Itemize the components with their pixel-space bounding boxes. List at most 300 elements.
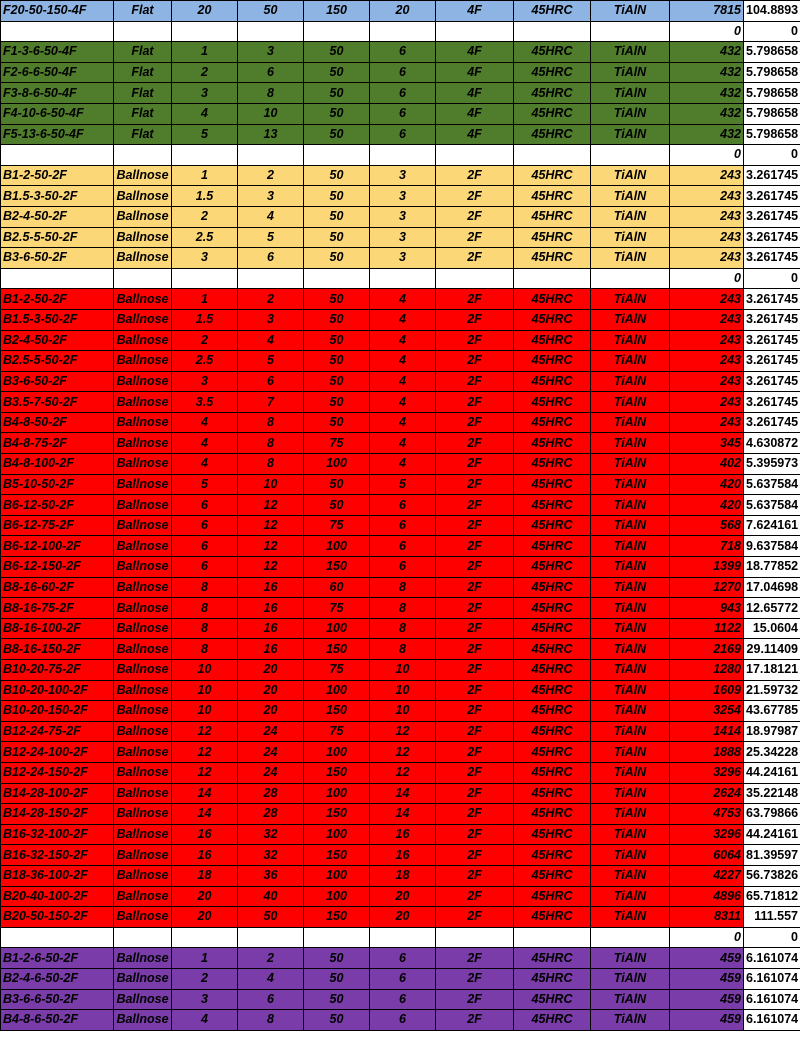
price-cell[interactable]: 243 [670, 371, 744, 392]
diameter-cell[interactable]: 8 [172, 618, 238, 639]
flutes-cell[interactable]: 2F [436, 701, 514, 722]
flutes-cell[interactable]: 2F [436, 762, 514, 783]
overall-length-cell[interactable]: 50 [304, 989, 370, 1010]
flute-length-cell[interactable]: 24 [238, 762, 304, 783]
hardness-cell[interactable]: 45HRC [514, 598, 591, 619]
price-cell[interactable]: 7815 [670, 1, 744, 22]
tool-code-cell[interactable]: B12-24-150-2F [1, 762, 114, 783]
tool-code-cell[interactable]: B2-4-6-50-2F [1, 968, 114, 989]
flute-length-cell[interactable]: 13 [238, 124, 304, 145]
value-cell[interactable]: 5.798658 [744, 103, 800, 124]
hardness-cell[interactable]: 45HRC [514, 1010, 591, 1031]
hardness-cell[interactable]: 45HRC [514, 948, 591, 969]
price-cell[interactable]: 243 [670, 165, 744, 186]
diameter-cell[interactable]: 12 [172, 742, 238, 763]
value-cell[interactable]: 5.798658 [744, 124, 800, 145]
coating-cell[interactable]: TiAlN [591, 186, 670, 207]
tool-code-cell[interactable]: B3-6-6-50-2F [1, 989, 114, 1010]
tool-code-cell[interactable] [1, 145, 114, 166]
flutes-cell[interactable]: 2F [436, 412, 514, 433]
overall-length-cell[interactable]: 150 [304, 639, 370, 660]
diameter-cell[interactable]: 3 [172, 371, 238, 392]
shank-cell[interactable]: 6 [370, 515, 436, 536]
shank-cell[interactable]: 8 [370, 639, 436, 660]
tool-code-cell[interactable]: B6-12-50-2F [1, 495, 114, 516]
price-cell[interactable]: 8311 [670, 907, 744, 928]
type-cell[interactable] [114, 145, 172, 166]
tool-code-cell[interactable]: B12-24-100-2F [1, 742, 114, 763]
shank-cell[interactable]: 10 [370, 701, 436, 722]
hardness-cell[interactable]: 45HRC [514, 248, 591, 269]
coating-cell[interactable] [591, 145, 670, 166]
coating-cell[interactable]: TiAlN [591, 495, 670, 516]
tool-code-cell[interactable]: B12-24-75-2F [1, 721, 114, 742]
diameter-cell[interactable]: 10 [172, 680, 238, 701]
hardness-cell[interactable]: 45HRC [514, 351, 591, 372]
diameter-cell[interactable] [172, 927, 238, 948]
coating-cell[interactable]: TiAlN [591, 454, 670, 475]
overall-length-cell[interactable] [304, 268, 370, 289]
flutes-cell[interactable]: 2F [436, 639, 514, 660]
price-cell[interactable]: 1609 [670, 680, 744, 701]
diameter-cell[interactable]: 3 [172, 248, 238, 269]
hardness-cell[interactable]: 45HRC [514, 783, 591, 804]
price-cell[interactable]: 0 [670, 268, 744, 289]
shank-cell[interactable]: 6 [370, 83, 436, 104]
shank-cell[interactable] [370, 268, 436, 289]
diameter-cell[interactable]: 8 [172, 577, 238, 598]
flutes-cell[interactable]: 2F [436, 186, 514, 207]
flutes-cell[interactable] [436, 268, 514, 289]
flutes-cell[interactable]: 4F [436, 1, 514, 22]
overall-length-cell[interactable]: 100 [304, 886, 370, 907]
type-cell[interactable]: Ballnose [114, 721, 172, 742]
hardness-cell[interactable]: 45HRC [514, 968, 591, 989]
flute-length-cell[interactable] [238, 21, 304, 42]
price-cell[interactable]: 1280 [670, 660, 744, 681]
hardness-cell[interactable]: 45HRC [514, 989, 591, 1010]
price-cell[interactable]: 3296 [670, 762, 744, 783]
type-cell[interactable]: Ballnose [114, 968, 172, 989]
coating-cell[interactable]: TiAlN [591, 989, 670, 1010]
flutes-cell[interactable] [436, 145, 514, 166]
flute-length-cell[interactable]: 5 [238, 227, 304, 248]
tool-code-cell[interactable]: B2-4-50-2F [1, 330, 114, 351]
price-cell[interactable]: 568 [670, 515, 744, 536]
price-cell[interactable]: 420 [670, 495, 744, 516]
flutes-cell[interactable]: 2F [436, 454, 514, 475]
hardness-cell[interactable]: 45HRC [514, 62, 591, 83]
shank-cell[interactable]: 4 [370, 351, 436, 372]
shank-cell[interactable]: 6 [370, 968, 436, 989]
price-cell[interactable]: 432 [670, 62, 744, 83]
overall-length-cell[interactable]: 50 [304, 227, 370, 248]
shank-cell[interactable]: 4 [370, 371, 436, 392]
diameter-cell[interactable] [172, 145, 238, 166]
flute-length-cell[interactable]: 36 [238, 865, 304, 886]
coating-cell[interactable]: TiAlN [591, 845, 670, 866]
overall-length-cell[interactable]: 50 [304, 948, 370, 969]
hardness-cell[interactable] [514, 21, 591, 42]
overall-length-cell[interactable]: 50 [304, 1010, 370, 1031]
shank-cell[interactable] [370, 927, 436, 948]
hardness-cell[interactable]: 45HRC [514, 1, 591, 22]
diameter-cell[interactable]: 1.5 [172, 309, 238, 330]
coating-cell[interactable]: TiAlN [591, 886, 670, 907]
flutes-cell[interactable]: 2F [436, 948, 514, 969]
coating-cell[interactable]: TiAlN [591, 618, 670, 639]
tool-code-cell[interactable]: B14-28-100-2F [1, 783, 114, 804]
coating-cell[interactable]: TiAlN [591, 392, 670, 413]
price-cell[interactable]: 943 [670, 598, 744, 619]
diameter-cell[interactable]: 16 [172, 845, 238, 866]
coating-cell[interactable]: TiAlN [591, 1, 670, 22]
hardness-cell[interactable]: 45HRC [514, 495, 591, 516]
tool-code-cell[interactable]: B3-6-50-2F [1, 248, 114, 269]
coating-cell[interactable]: TiAlN [591, 248, 670, 269]
value-cell[interactable]: 5.798658 [744, 62, 800, 83]
hardness-cell[interactable]: 45HRC [514, 865, 591, 886]
coating-cell[interactable] [591, 268, 670, 289]
price-cell[interactable]: 3296 [670, 824, 744, 845]
coating-cell[interactable]: TiAlN [591, 598, 670, 619]
flute-length-cell[interactable]: 6 [238, 371, 304, 392]
value-cell[interactable]: 5.637584 [744, 474, 800, 495]
coating-cell[interactable]: TiAlN [591, 660, 670, 681]
type-cell[interactable]: Ballnose [114, 186, 172, 207]
flute-length-cell[interactable]: 8 [238, 454, 304, 475]
tool-code-cell[interactable]: B6-12-75-2F [1, 515, 114, 536]
overall-length-cell[interactable]: 50 [304, 412, 370, 433]
value-cell[interactable]: 18.97987 [744, 721, 800, 742]
flute-length-cell[interactable]: 4 [238, 206, 304, 227]
coating-cell[interactable]: TiAlN [591, 804, 670, 825]
hardness-cell[interactable]: 45HRC [514, 762, 591, 783]
price-cell[interactable]: 0 [670, 145, 744, 166]
type-cell[interactable]: Ballnose [114, 598, 172, 619]
hardness-cell[interactable]: 45HRC [514, 680, 591, 701]
tool-code-cell[interactable]: B6-12-100-2F [1, 536, 114, 557]
hardness-cell[interactable]: 45HRC [514, 392, 591, 413]
flutes-cell[interactable]: 2F [436, 907, 514, 928]
coating-cell[interactable]: TiAlN [591, 783, 670, 804]
hardness-cell[interactable]: 45HRC [514, 907, 591, 928]
overall-length-cell[interactable]: 150 [304, 701, 370, 722]
tool-code-cell[interactable]: B4-8-50-2F [1, 412, 114, 433]
tool-code-cell[interactable]: B1.5-3-50-2F [1, 309, 114, 330]
flute-length-cell[interactable]: 20 [238, 701, 304, 722]
flutes-cell[interactable]: 2F [436, 495, 514, 516]
flute-length-cell[interactable]: 5 [238, 351, 304, 372]
type-cell[interactable]: Ballnose [114, 660, 172, 681]
shank-cell[interactable]: 16 [370, 824, 436, 845]
diameter-cell[interactable]: 16 [172, 824, 238, 845]
coating-cell[interactable]: TiAlN [591, 103, 670, 124]
price-cell[interactable]: 432 [670, 42, 744, 63]
flutes-cell[interactable]: 2F [436, 721, 514, 742]
flute-length-cell[interactable]: 2 [238, 948, 304, 969]
tool-code-cell[interactable]: B18-36-100-2F [1, 865, 114, 886]
coating-cell[interactable]: TiAlN [591, 433, 670, 454]
flutes-cell[interactable]: 2F [436, 1010, 514, 1031]
overall-length-cell[interactable]: 50 [304, 474, 370, 495]
hardness-cell[interactable] [514, 927, 591, 948]
value-cell[interactable]: 15.0604 [744, 618, 800, 639]
flute-length-cell[interactable] [238, 145, 304, 166]
diameter-cell[interactable]: 2.5 [172, 351, 238, 372]
coating-cell[interactable]: TiAlN [591, 309, 670, 330]
type-cell[interactable]: Ballnose [114, 907, 172, 928]
tool-code-cell[interactable]: F4-10-6-50-4F [1, 103, 114, 124]
diameter-cell[interactable]: 2 [172, 206, 238, 227]
overall-length-cell[interactable]: 75 [304, 433, 370, 454]
type-cell[interactable]: Ballnose [114, 474, 172, 495]
hardness-cell[interactable]: 45HRC [514, 103, 591, 124]
hardness-cell[interactable]: 45HRC [514, 536, 591, 557]
hardness-cell[interactable]: 45HRC [514, 454, 591, 475]
flute-length-cell[interactable]: 12 [238, 536, 304, 557]
tool-code-cell[interactable]: B8-16-100-2F [1, 618, 114, 639]
flutes-cell[interactable]: 2F [436, 783, 514, 804]
flutes-cell[interactable]: 2F [436, 680, 514, 701]
flute-length-cell[interactable]: 10 [238, 103, 304, 124]
tool-code-cell[interactable]: F3-8-6-50-4F [1, 83, 114, 104]
overall-length-cell[interactable]: 75 [304, 515, 370, 536]
flute-length-cell[interactable]: 16 [238, 577, 304, 598]
type-cell[interactable]: Ballnose [114, 845, 172, 866]
overall-length-cell[interactable]: 100 [304, 680, 370, 701]
flutes-cell[interactable]: 2F [436, 886, 514, 907]
tool-code-cell[interactable]: B1-2-50-2F [1, 289, 114, 310]
type-cell[interactable]: Ballnose [114, 577, 172, 598]
shank-cell[interactable]: 8 [370, 618, 436, 639]
flute-length-cell[interactable]: 50 [238, 907, 304, 928]
overall-length-cell[interactable]: 100 [304, 865, 370, 886]
shank-cell[interactable]: 4 [370, 289, 436, 310]
type-cell[interactable]: Flat [114, 1, 172, 22]
shank-cell[interactable]: 12 [370, 742, 436, 763]
flute-length-cell[interactable]: 2 [238, 165, 304, 186]
hardness-cell[interactable]: 45HRC [514, 701, 591, 722]
price-cell[interactable]: 420 [670, 474, 744, 495]
hardness-cell[interactable]: 45HRC [514, 186, 591, 207]
type-cell[interactable]: Ballnose [114, 454, 172, 475]
value-cell[interactable]: 3.261745 [744, 227, 800, 248]
type-cell[interactable]: Ballnose [114, 639, 172, 660]
flutes-cell[interactable]: 2F [436, 515, 514, 536]
coating-cell[interactable]: TiAlN [591, 680, 670, 701]
price-cell[interactable]: 243 [670, 412, 744, 433]
diameter-cell[interactable]: 8 [172, 639, 238, 660]
flute-length-cell[interactable]: 12 [238, 557, 304, 578]
overall-length-cell[interactable]: 50 [304, 103, 370, 124]
overall-length-cell[interactable]: 100 [304, 618, 370, 639]
diameter-cell[interactable]: 6 [172, 557, 238, 578]
price-cell[interactable]: 718 [670, 536, 744, 557]
flute-length-cell[interactable]: 40 [238, 886, 304, 907]
shank-cell[interactable]: 20 [370, 907, 436, 928]
diameter-cell[interactable]: 4 [172, 433, 238, 454]
value-cell[interactable]: 4.630872 [744, 433, 800, 454]
value-cell[interactable]: 81.39597 [744, 845, 800, 866]
hardness-cell[interactable]: 45HRC [514, 742, 591, 763]
shank-cell[interactable]: 6 [370, 42, 436, 63]
type-cell[interactable] [114, 268, 172, 289]
flute-length-cell[interactable]: 7 [238, 392, 304, 413]
coating-cell[interactable]: TiAlN [591, 227, 670, 248]
flute-length-cell[interactable]: 8 [238, 83, 304, 104]
value-cell[interactable]: 12.65772 [744, 598, 800, 619]
diameter-cell[interactable]: 3 [172, 989, 238, 1010]
diameter-cell[interactable]: 2.5 [172, 227, 238, 248]
flute-length-cell[interactable]: 28 [238, 783, 304, 804]
tool-code-cell[interactable]: B2-4-50-2F [1, 206, 114, 227]
overall-length-cell[interactable]: 50 [304, 495, 370, 516]
type-cell[interactable]: Ballnose [114, 392, 172, 413]
flute-length-cell[interactable]: 20 [238, 660, 304, 681]
flutes-cell[interactable]: 2F [436, 248, 514, 269]
flutes-cell[interactable] [436, 21, 514, 42]
tool-code-cell[interactable]: F5-13-6-50-4F [1, 124, 114, 145]
price-cell[interactable]: 243 [670, 248, 744, 269]
value-cell[interactable]: 35.22148 [744, 783, 800, 804]
shank-cell[interactable]: 20 [370, 886, 436, 907]
type-cell[interactable]: Ballnose [114, 515, 172, 536]
coating-cell[interactable]: TiAlN [591, 206, 670, 227]
tool-code-cell[interactable]: B1-2-6-50-2F [1, 948, 114, 969]
diameter-cell[interactable]: 5 [172, 474, 238, 495]
coating-cell[interactable]: TiAlN [591, 412, 670, 433]
diameter-cell[interactable] [172, 268, 238, 289]
type-cell[interactable] [114, 21, 172, 42]
value-cell[interactable]: 3.261745 [744, 248, 800, 269]
flutes-cell[interactable]: 4F [436, 62, 514, 83]
price-cell[interactable]: 459 [670, 968, 744, 989]
diameter-cell[interactable]: 20 [172, 886, 238, 907]
overall-length-cell[interactable]: 150 [304, 804, 370, 825]
shank-cell[interactable]: 6 [370, 989, 436, 1010]
value-cell[interactable]: 6.161074 [744, 968, 800, 989]
flutes-cell[interactable]: 2F [436, 371, 514, 392]
flutes-cell[interactable]: 2F [436, 804, 514, 825]
diameter-cell[interactable]: 12 [172, 721, 238, 742]
flutes-cell[interactable]: 2F [436, 598, 514, 619]
type-cell[interactable]: Ballnose [114, 557, 172, 578]
hardness-cell[interactable]: 45HRC [514, 886, 591, 907]
tool-code-cell[interactable]: B10-20-150-2F [1, 701, 114, 722]
flutes-cell[interactable]: 2F [436, 536, 514, 557]
flute-length-cell[interactable]: 8 [238, 1010, 304, 1031]
diameter-cell[interactable]: 6 [172, 495, 238, 516]
value-cell[interactable]: 17.18121 [744, 660, 800, 681]
type-cell[interactable]: Ballnose [114, 330, 172, 351]
coating-cell[interactable] [591, 927, 670, 948]
price-cell[interactable]: 459 [670, 989, 744, 1010]
hardness-cell[interactable]: 45HRC [514, 309, 591, 330]
coating-cell[interactable]: TiAlN [591, 865, 670, 886]
diameter-cell[interactable]: 6 [172, 515, 238, 536]
value-cell[interactable]: 3.261745 [744, 289, 800, 310]
price-cell[interactable]: 243 [670, 186, 744, 207]
shank-cell[interactable]: 12 [370, 721, 436, 742]
type-cell[interactable]: Flat [114, 42, 172, 63]
hardness-cell[interactable]: 45HRC [514, 577, 591, 598]
type-cell[interactable]: Ballnose [114, 948, 172, 969]
tool-code-cell[interactable]: B14-28-150-2F [1, 804, 114, 825]
shank-cell[interactable]: 4 [370, 309, 436, 330]
hardness-cell[interactable]: 45HRC [514, 474, 591, 495]
hardness-cell[interactable]: 45HRC [514, 289, 591, 310]
tool-code-cell[interactable]: B8-16-60-2F [1, 577, 114, 598]
tool-code-cell[interactable]: B8-16-150-2F [1, 639, 114, 660]
hardness-cell[interactable]: 45HRC [514, 804, 591, 825]
flutes-cell[interactable]: 4F [436, 103, 514, 124]
tool-code-cell[interactable] [1, 927, 114, 948]
diameter-cell[interactable]: 4 [172, 1010, 238, 1031]
overall-length-cell[interactable]: 50 [304, 248, 370, 269]
flute-length-cell[interactable] [238, 268, 304, 289]
price-cell[interactable]: 345 [670, 433, 744, 454]
coating-cell[interactable]: TiAlN [591, 351, 670, 372]
diameter-cell[interactable]: 12 [172, 762, 238, 783]
value-cell[interactable]: 9.637584 [744, 536, 800, 557]
flute-length-cell[interactable]: 32 [238, 824, 304, 845]
price-cell[interactable]: 1414 [670, 721, 744, 742]
hardness-cell[interactable]: 45HRC [514, 124, 591, 145]
tool-code-cell[interactable]: B4-8-6-50-2F [1, 1010, 114, 1031]
coating-cell[interactable]: TiAlN [591, 165, 670, 186]
shank-cell[interactable]: 6 [370, 124, 436, 145]
price-cell[interactable]: 402 [670, 454, 744, 475]
tool-code-cell[interactable]: B16-32-150-2F [1, 845, 114, 866]
shank-cell[interactable]: 6 [370, 948, 436, 969]
price-cell[interactable]: 4896 [670, 886, 744, 907]
shank-cell[interactable]: 6 [370, 1010, 436, 1031]
overall-length-cell[interactable]: 50 [304, 165, 370, 186]
flute-length-cell[interactable]: 6 [238, 62, 304, 83]
shank-cell[interactable]: 18 [370, 865, 436, 886]
coating-cell[interactable] [591, 21, 670, 42]
hardness-cell[interactable]: 45HRC [514, 618, 591, 639]
coating-cell[interactable]: TiAlN [591, 474, 670, 495]
diameter-cell[interactable]: 18 [172, 865, 238, 886]
diameter-cell[interactable]: 4 [172, 412, 238, 433]
price-cell[interactable]: 4227 [670, 865, 744, 886]
value-cell[interactable]: 3.261745 [744, 165, 800, 186]
flutes-cell[interactable]: 2F [436, 289, 514, 310]
type-cell[interactable]: Ballnose [114, 701, 172, 722]
diameter-cell[interactable]: 4 [172, 103, 238, 124]
value-cell[interactable]: 43.67785 [744, 701, 800, 722]
coating-cell[interactable]: TiAlN [591, 948, 670, 969]
flute-length-cell[interactable]: 4 [238, 968, 304, 989]
overall-length-cell[interactable]: 100 [304, 454, 370, 475]
overall-length-cell[interactable]: 50 [304, 206, 370, 227]
price-cell[interactable]: 2624 [670, 783, 744, 804]
tool-code-cell[interactable]: B20-50-150-2F [1, 907, 114, 928]
value-cell[interactable]: 111.557 [744, 907, 800, 928]
price-cell[interactable]: 459 [670, 948, 744, 969]
type-cell[interactable]: Ballnose [114, 680, 172, 701]
tool-code-cell[interactable]: B2.5-5-50-2F [1, 351, 114, 372]
flute-length-cell[interactable]: 16 [238, 639, 304, 660]
tool-code-cell[interactable] [1, 268, 114, 289]
tool-code-cell[interactable]: B2.5-5-50-2F [1, 227, 114, 248]
value-cell[interactable]: 44.24161 [744, 824, 800, 845]
price-cell[interactable]: 1122 [670, 618, 744, 639]
flutes-cell[interactable]: 2F [436, 824, 514, 845]
flutes-cell[interactable]: 4F [436, 83, 514, 104]
